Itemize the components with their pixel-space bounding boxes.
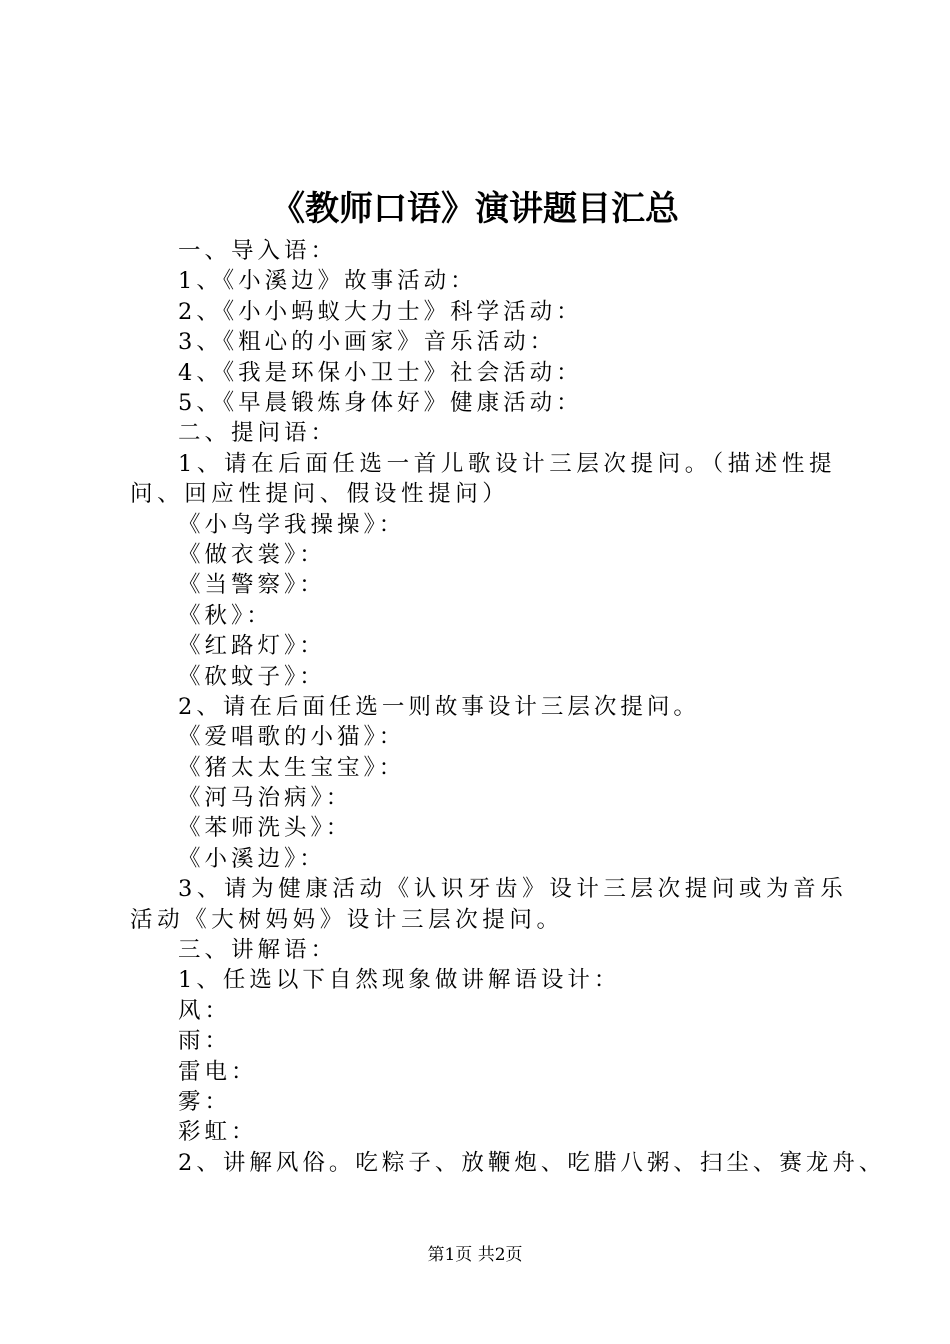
paragraph: 1、任选以下自然现象做讲解语设计： [178, 967, 621, 994]
paragraph: 2、请在后面任选一则故事设计三层次提问。 [178, 693, 700, 720]
list-item: 《当警察》： [178, 572, 326, 599]
document-title: 《教师口语》演讲题目汇总 [271, 189, 679, 229]
list-item: 《爱唱歌的小猫》： [178, 724, 406, 751]
page-footer: 第1页 共2页 [427, 1245, 523, 1265]
paragraph: 2、讲解风俗。吃粽子、放鞭炮、吃腊八粥、扫尘、赛龙舟、 [178, 1149, 886, 1176]
section-heading: 二、提问语： [178, 420, 338, 447]
list-item: 风： [178, 997, 232, 1024]
list-item: 彩虹： [178, 1119, 258, 1146]
paragraph: 3、请为健康活动《认识牙齿》设计三层次提问或为音乐活动《大树妈妈》设计三层次提问。 [130, 876, 848, 933]
list-item: 《河马治病》： [178, 785, 353, 812]
list-item: 《小鸟学我操操》： [178, 511, 406, 538]
list-item: 2、《小小蚂蚁大力士》科学活动： [178, 298, 583, 325]
list-item: 5、《早晨锻炼身体好》健康活动： [178, 389, 583, 416]
list-item: 3、《粗心的小画家》音乐活动： [178, 329, 557, 356]
list-item: 雾： [178, 1089, 232, 1115]
list-item: 1、《小溪边》故事活动： [178, 268, 477, 295]
list-item: 《红路灯》： [178, 633, 326, 660]
list-item: 4、《我是环保小卫士》社会活动： [178, 359, 583, 386]
list-item: 《做衣裳》： [178, 541, 326, 568]
section-heading: 三、讲解语： [178, 937, 338, 964]
list-item: 雨： [178, 1028, 232, 1055]
paragraph: 1、请在后面任选一首儿歌设计三层次提问。（描述性提问、回应性提问、假设性提问） [130, 450, 837, 508]
list-item: 《砍蚊子》： [178, 663, 326, 690]
section-heading: 一、导入语： [178, 238, 338, 264]
list-item: 《猪太太生宝宝》： [178, 754, 406, 781]
list-item: 雷电： [178, 1058, 258, 1085]
list-item: 《苯师洗头》： [178, 815, 353, 842]
list-item: 《小溪边》： [178, 845, 326, 872]
document-body [130, 236, 886, 1178]
list-item: 《秋》： [178, 602, 273, 629]
